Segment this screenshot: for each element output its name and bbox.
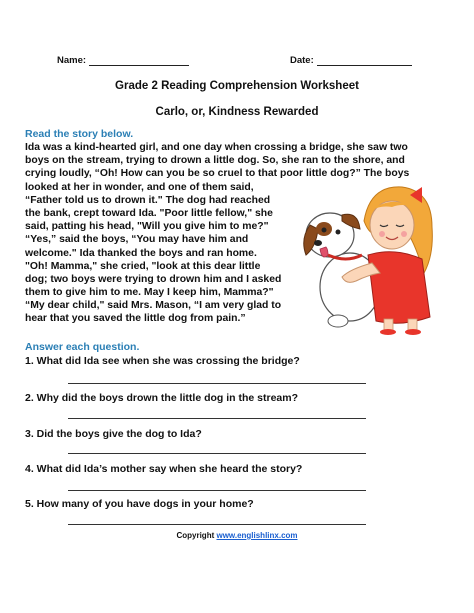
story-title: Carlo, or, Kindness Rewarded xyxy=(155,106,319,118)
answer-line-4[interactable] xyxy=(68,490,366,491)
worksheet-title: Grade 2 Reading Comprehension Worksheet xyxy=(115,80,359,92)
date-field[interactable] xyxy=(290,55,412,66)
story-line: crying loudly, “Oh! How can you be so cruel to that poor little dog?” The boys xyxy=(25,168,410,180)
answer-line-5[interactable] xyxy=(68,524,366,525)
story-line: said, patting his head, "Will you give him to me?" xyxy=(25,221,269,233)
story-line: "Oh! Mamma," she cried, "look at this dear little xyxy=(25,260,261,272)
answer-instruction: Answer each question. xyxy=(25,341,140,353)
story-line: “Father told us to drown it." The dog had reached xyxy=(25,194,271,206)
girl-hugging-dog-illustration xyxy=(298,177,438,335)
question-1: 1. What did Ida see when she was crossing the bridge? xyxy=(25,355,300,367)
story-line: “My dear child," said Mrs. Mason, “I am very glad to xyxy=(25,300,282,312)
story-line: them to give him to me. May I keep him, Mamma?" xyxy=(25,287,274,299)
story-line: welcome." Ida thanked the boys and ran home. xyxy=(25,247,257,259)
copyright-footer xyxy=(0,531,474,540)
site-link[interactable]: www.englishlinx.com xyxy=(216,531,298,540)
question-3: 3. Did the boys give the dog to Ida? xyxy=(25,428,202,440)
story-line: looked at her in wonder, and one of them said, xyxy=(25,181,254,193)
question-5: 5. How many of you have dogs in your home? xyxy=(25,498,254,510)
story-line: Ida was a kind-hearted girl, and one day when crossing a bridge, she saw two xyxy=(25,142,408,153)
story-line: boys on the stream, trying to drown a little dog. So, she ran to the shore, and xyxy=(25,155,405,167)
answer-line-2[interactable] xyxy=(68,418,366,419)
story-line: hear that you saved the little dog from pain.” xyxy=(25,313,246,325)
story-line: “Yes,” said the boys, “You may have him and xyxy=(25,234,249,246)
question-4: 4. What did Ida’s mother say when she heard the story? xyxy=(25,463,303,475)
name-field[interactable] xyxy=(57,55,189,66)
question-2: 2. Why did the boys drown the little dog in the stream? xyxy=(25,392,299,404)
read-instruction: Read the story below. xyxy=(25,128,134,140)
date-label: Date: xyxy=(290,55,314,66)
answer-line-3[interactable] xyxy=(68,453,366,454)
story-line: the bank, crept toward Ida. "Poor little fellow," she xyxy=(25,207,273,219)
copyright-text: Copyright xyxy=(176,531,217,540)
name-label: Name: xyxy=(57,55,87,66)
answer-line-1[interactable] xyxy=(68,383,366,384)
story-line: dog; two boys were trying to drown him and I asked xyxy=(25,273,282,285)
name-line[interactable] xyxy=(89,56,189,66)
date-line[interactable] xyxy=(317,56,412,66)
